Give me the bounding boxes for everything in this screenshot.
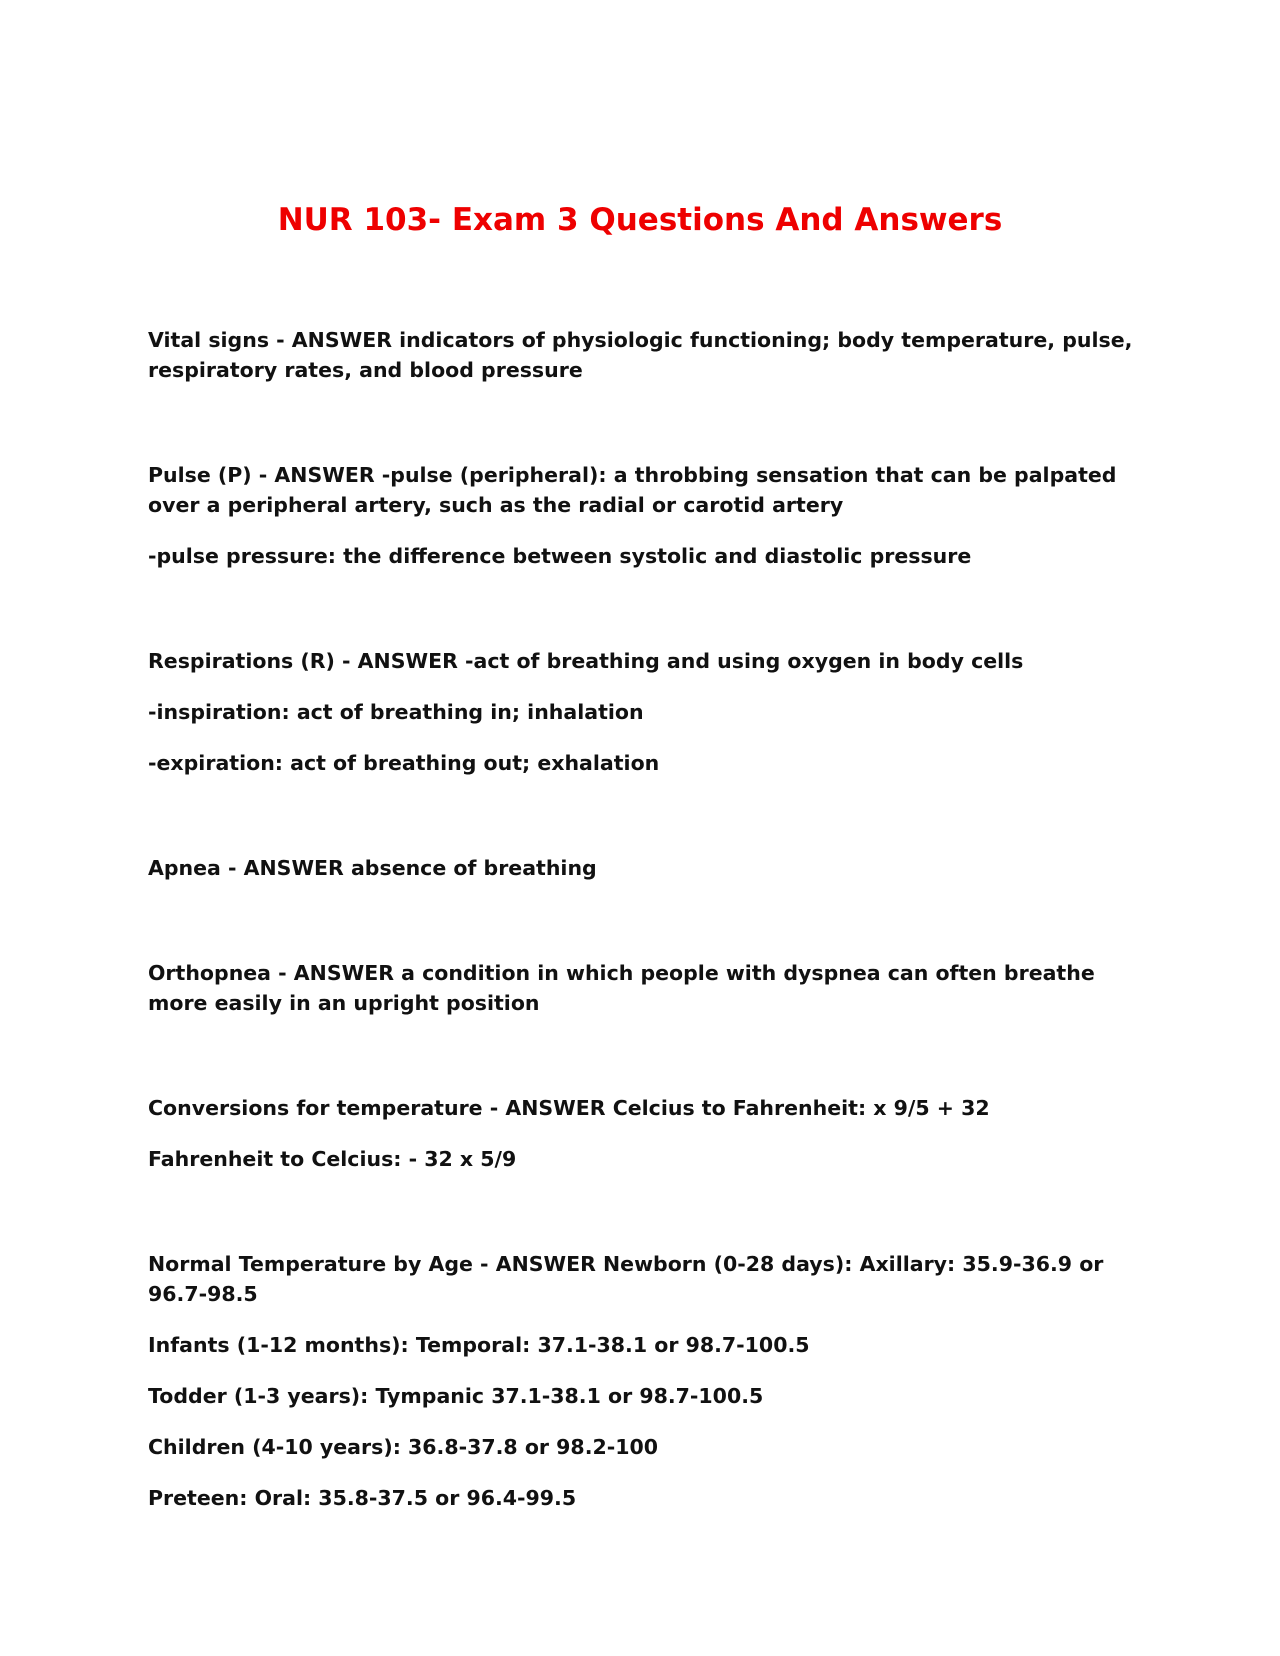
qa-paragraph: Fahrenheit to Celcius: - 32 x 5/9 (148, 1147, 517, 1171)
qa-paragraph: Pulse (P) - ANSWER -pulse (peripheral): a throbbing sensation that can be palpated over a peripheral artery, such as the radial or carotid artery (148, 463, 1117, 517)
qa-entry-respirations (148, 646, 1133, 778)
qa-paragraph: Orthopnea - ANSWER a condition in which people with dyspnea can often breathe more easily in an upright position (148, 961, 1095, 1015)
qa-paragraph: Vital signs - ANSWER indicators of physiologic functioning; body temperature, pulse, respiratory rates, and blood pressure (148, 328, 1133, 382)
page-title: NUR 103- Exam 3 Questions And Answers (277, 202, 1003, 238)
qa-paragraph: Children (4-10 years): 36.8-37.8 or 98.2-100 (148, 1435, 659, 1459)
qa-paragraph: Apnea - ANSWER absence of breathing (148, 856, 597, 880)
entry-spacer (148, 799, 1133, 853)
qa-paragraph: -pulse pressure: the difference between systolic and diastolic pressure (148, 544, 972, 568)
qa-entry-normal-temperature (148, 1249, 1133, 1513)
qa-entry-pulse (148, 460, 1133, 571)
entry-spacer (148, 1195, 1133, 1249)
qa-paragraph: Normal Temperature by Age - ANSWER Newborn (0-28 days): Axillary: 35.9-36.9 or 96.7-98.5 (148, 1252, 1104, 1306)
entry-spacer (148, 1039, 1133, 1093)
qa-entry-conversions (148, 1093, 1133, 1174)
qa-content (148, 325, 1133, 1534)
qa-paragraph: Todder (1-3 years): Tympanic 37.1-38.1 or 98.7-100.5 (148, 1384, 764, 1408)
qa-paragraph: Infants (1-12 months): Temporal: 37.1-38.1 or 98.7-100.5 (148, 1333, 810, 1357)
entry-spacer (148, 904, 1133, 958)
entry-spacer (148, 406, 1133, 460)
qa-paragraph: Preteen: Oral: 35.8-37.5 or 96.4-99.5 (148, 1486, 577, 1510)
qa-paragraph: -expiration: act of breathing out; exhalation (148, 751, 660, 775)
qa-paragraph: Respirations (R) - ANSWER -act of breathing and using oxygen in body cells (148, 649, 1024, 673)
qa-entry-apnea (148, 853, 1133, 883)
entry-spacer (148, 592, 1133, 646)
qa-entry-vital-signs (148, 325, 1133, 385)
qa-paragraph: Conversions for temperature - ANSWER Celcius to Fahrenheit: x 9/5 + 32 (148, 1096, 990, 1120)
qa-paragraph: -inspiration: act of breathing in; inhalation (148, 700, 644, 724)
qa-entry-orthopnea (148, 958, 1133, 1018)
